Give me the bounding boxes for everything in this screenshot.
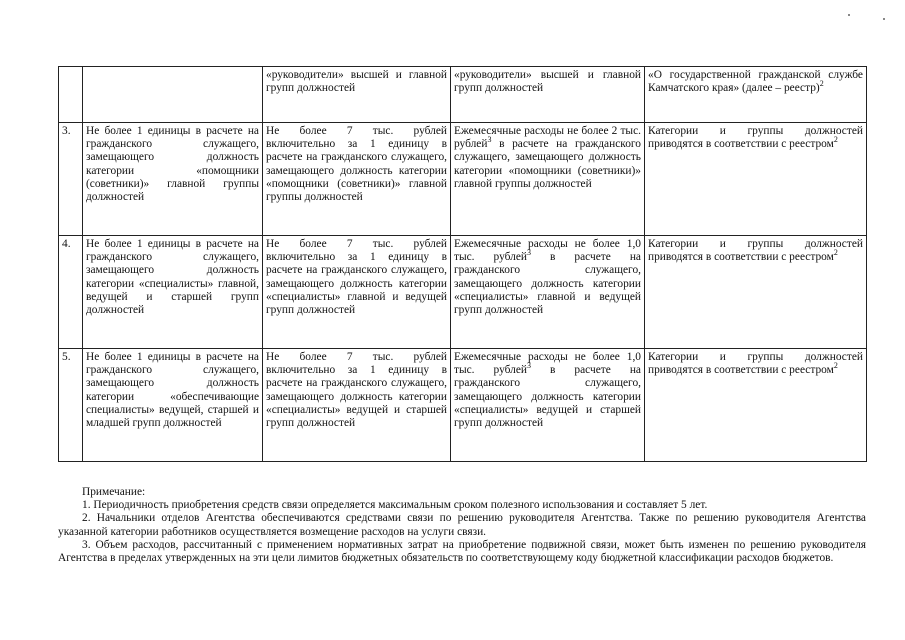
notes-title: Примечание: (82, 486, 146, 498)
scan-speck (883, 18, 885, 20)
cell-quantity: Не более 1 единицы в расчете на гражданского служащего, замещающего должность категории «обеспечивающие специалисты» ведущей, старшей и младшей групп должностей (83, 349, 263, 462)
table-row (59, 123, 867, 236)
cell-notes (645, 236, 867, 349)
note-item: 3. Объем расходов, рассчитанный с применением нормативных затрат на приобретение подвижной связи, может быть изменен по решению руководителя Агентства в пределах утвержденных на эти цели лимитов бюджетных обязательств по соответствующему коду бюджетной классификации расходов бюджетов. (58, 538, 866, 565)
norms-table (58, 66, 867, 462)
cell-expenses (451, 236, 645, 349)
cell-price: Не более 7 тыс. рублей включительно за 1 единицу в расчете на гражданского служащего, замещающего должность категории «помощники (советники)» главной группы должностей (263, 123, 451, 236)
cell-notes-text: Категории и группы должностей приводятся в соответствии с реестром (648, 238, 863, 264)
cell-notes-text: «О государственной гражданской службе Камчатского края» (далее – реестр) (648, 69, 863, 95)
cell-notes (645, 349, 867, 462)
row-number (59, 67, 83, 123)
cell-expenses: «руководители» высшей и главной групп должностей (451, 67, 645, 123)
cell-expenses-text-cont: в расчете на гражданского служащего, замещающего должность категории «специалисты» главной и ведущей групп должностей (454, 251, 641, 317)
cell-price: Не более 7 тыс. рублей включительно за 1 единицу в расчете на гражданского служащего, замещающего должность категории «специалисты» главной и ведущей групп должностей (263, 236, 451, 349)
footnote-mark: 2 (833, 135, 838, 145)
cell-quantity (83, 67, 263, 123)
footnote-mark: 2 (833, 248, 838, 258)
footnote-mark: 2 (819, 79, 824, 89)
footnote-mark: 3 (527, 361, 531, 371)
note-item: 1. Периодичность приобретения средств связи определяется максимальным сроком полезного использования и составляет 5 лет. (82, 499, 708, 512)
row-number: 3. (59, 123, 83, 236)
cell-expenses (451, 349, 645, 462)
cell-notes-text: Категории и группы должностей приводятся в соответствии с реестром (648, 125, 863, 151)
cell-quantity: Не более 1 единицы в расчете на гражданского служащего, замещающего должность категории «помощники (советники)» главной группы должностей (83, 123, 263, 236)
cell-price: «руководители» высшей и главной групп должностей (263, 67, 451, 123)
scan-speck (848, 14, 850, 16)
cell-expenses-text-cont: в расчете на гражданского служащего, замещающего должность категории «помощники (советники)» главной группы должностей (454, 138, 641, 190)
row-number: 5. (59, 349, 83, 462)
cell-notes (645, 67, 867, 123)
footnote-mark: 2 (833, 361, 838, 371)
cell-expenses-text: Ежемесячные расходы не более 2 тыс. рублей (454, 125, 641, 151)
notes-section (58, 486, 866, 565)
table-row (59, 67, 867, 123)
row-number: 4. (59, 236, 83, 349)
cell-expenses (451, 123, 645, 236)
table-row (59, 236, 867, 349)
cell-expenses-text: Ежемесячные расходы не более 1,0 тыс. рублей (454, 238, 641, 264)
table-row (59, 349, 867, 462)
cell-quantity: Не более 1 единицы в расчете на гражданского служащего, замещающего должность категории «специалисты» главной, ведущей и старшей групп должностей (83, 236, 263, 349)
note-item: 2. Начальники отделов Агентства обеспечиваются средствами связи по решению руководителя Агентства. Также по решению руководителя Агентства указанной категории работников осуществляется возмещение расходов на услуги связи. (58, 512, 866, 538)
cell-expenses-text-cont: в расчете на гражданского служащего, замещающего должность категории «специалисты» ведущей и старшей групп должностей (454, 364, 641, 430)
footnote-mark: 3 (527, 248, 531, 258)
cell-notes (645, 123, 867, 236)
cell-expenses-text: Ежемесячные расходы не более 1,0 тыс. рублей (454, 351, 641, 377)
footnote-mark: 3 (487, 135, 492, 145)
cell-notes-text: Категории и группы должностей приводятся в соответствии с реестром (648, 351, 863, 377)
cell-price: Не более 7 тыс. рублей включительно за 1 единицу в расчете на гражданского служащего, замещающего должность категории «специалисты» ведущей и старшей групп должностей (263, 349, 451, 462)
